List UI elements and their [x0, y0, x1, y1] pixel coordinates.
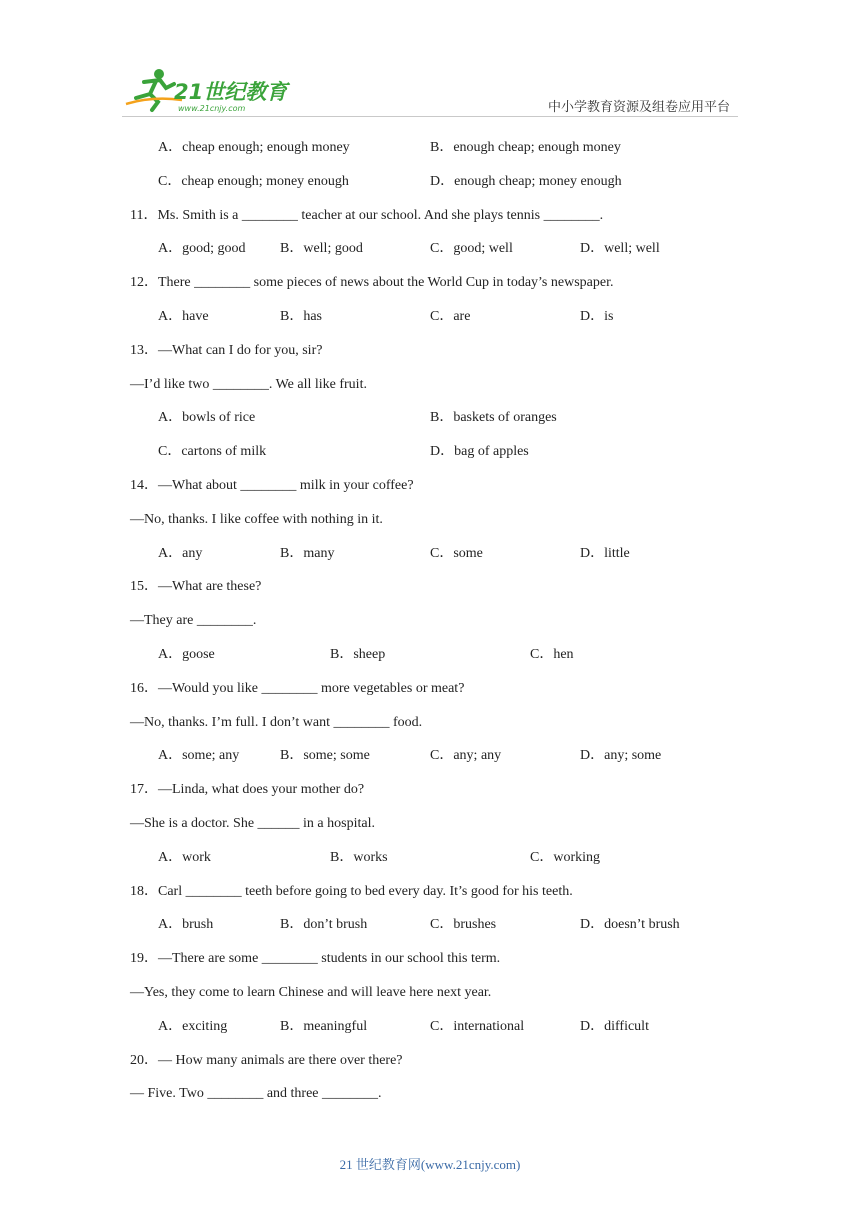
answer-option[interactable]: C．cheap enough; money enough — [158, 174, 349, 189]
logo-text: 21世纪教育 — [174, 80, 288, 104]
answer-option[interactable]: C．working — [530, 850, 600, 865]
answer-option[interactable]: D．doesn’t brush — [580, 917, 680, 932]
question-dialogue-line: —I’d like two ________. We all like fruit. — [130, 377, 367, 392]
question-stem: 13．—What can I do for you, sir? — [130, 343, 323, 358]
answer-option[interactable]: D．little — [580, 546, 630, 561]
question-dialogue-line: —No, thanks. I like coffee with nothing in it. — [130, 512, 383, 527]
runner-logo-icon — [122, 66, 292, 114]
site-logo[interactable] — [122, 66, 292, 114]
question-stem: 18．Carl ________ teeth before going to bed every day. It’s good for his teeth. — [130, 884, 573, 899]
answer-option[interactable]: A．good; good — [158, 241, 246, 256]
answer-option[interactable]: C．any; any — [430, 748, 502, 763]
answer-option[interactable]: A．cheap enough; enough money — [158, 140, 350, 155]
question-stem: 19．—There are some ________ students in our school this term. — [130, 951, 501, 966]
answer-option[interactable]: C．international — [430, 1019, 525, 1034]
header-divider — [122, 116, 738, 117]
question-dialogue-line: — Five. Two ________ and three ________. — [130, 1086, 382, 1101]
answer-option[interactable]: A．goose — [158, 647, 215, 662]
question-stem: 17．—Linda, what does your mother do? — [130, 782, 365, 797]
answer-option[interactable]: A．some; any — [158, 748, 240, 763]
question-dialogue-line: —No, thanks. I’m full. I don’t want ________ food. — [130, 715, 423, 730]
answer-option[interactable]: D．difficult — [580, 1019, 649, 1034]
answer-option[interactable]: C．are — [430, 309, 471, 324]
answer-option[interactable]: B．many — [280, 546, 335, 561]
answer-option[interactable]: B．some; some — [280, 748, 370, 763]
answer-option[interactable]: D．any; some — [580, 748, 662, 763]
answer-option[interactable]: A．brush — [158, 917, 214, 932]
answer-option[interactable]: B．meaningful — [280, 1019, 368, 1034]
page-footer[interactable]: 21 世纪教育网(www.21cnjy.com) — [339, 1157, 521, 1172]
question-dialogue-line: —Yes, they come to learn Chinese and will leave here next year. — [130, 985, 492, 1000]
answer-option[interactable]: B．works — [330, 850, 388, 865]
question-stem: 20．— How many animals are there over there? — [130, 1053, 403, 1068]
answer-option[interactable]: A．exciting — [158, 1019, 228, 1034]
question-stem: 11．Ms. Smith is a ________ teacher at our school. And she plays tennis ________. — [130, 208, 604, 223]
question-dialogue-line: —She is a doctor. She ______ in a hospital. — [130, 816, 375, 831]
answer-option[interactable]: A．any — [158, 546, 203, 561]
answer-option[interactable]: D．is — [580, 309, 614, 324]
answer-option[interactable]: D．enough cheap; money enough — [430, 174, 622, 189]
answer-option[interactable]: A．have — [158, 309, 209, 324]
question-stem: 16．—Would you like ________ more vegetables or meat? — [130, 681, 465, 696]
page-header — [0, 0, 860, 120]
answer-option[interactable]: C．brushes — [430, 917, 497, 932]
answer-option[interactable]: A．work — [158, 850, 211, 865]
answer-option[interactable]: C．cartons of milk — [158, 444, 267, 459]
answer-option[interactable]: B．has — [280, 309, 322, 324]
question-stem: 12．There ________ some pieces of news about the World Cup in today’s newspaper. — [130, 275, 614, 290]
answer-option[interactable]: D．bag of apples — [430, 444, 529, 459]
question-stem: 15．—What are these? — [130, 579, 262, 594]
answer-option[interactable]: B．sheep — [330, 647, 386, 662]
header-platform-text: 中小学教育资源及组卷应用平台 — [548, 100, 731, 115]
answer-option[interactable]: A．bowls of rice — [158, 410, 256, 425]
answer-option[interactable]: B．enough cheap; enough money — [430, 140, 621, 155]
answer-option[interactable]: B．don’t brush — [280, 917, 368, 932]
answer-option[interactable]: D．well; well — [580, 241, 660, 256]
logo-url-text: www.21cnjy.com — [178, 104, 246, 113]
answer-option[interactable]: C．some — [430, 546, 483, 561]
question-dialogue-line: —They are ________. — [130, 613, 257, 628]
answer-option[interactable]: B．well; good — [280, 241, 363, 256]
answer-option[interactable]: C．good; well — [430, 241, 513, 256]
question-stem: 14．—What about ________ milk in your coffee? — [130, 478, 414, 493]
answer-option[interactable]: B．baskets of oranges — [430, 410, 557, 425]
answer-option[interactable]: C．hen — [530, 647, 574, 662]
